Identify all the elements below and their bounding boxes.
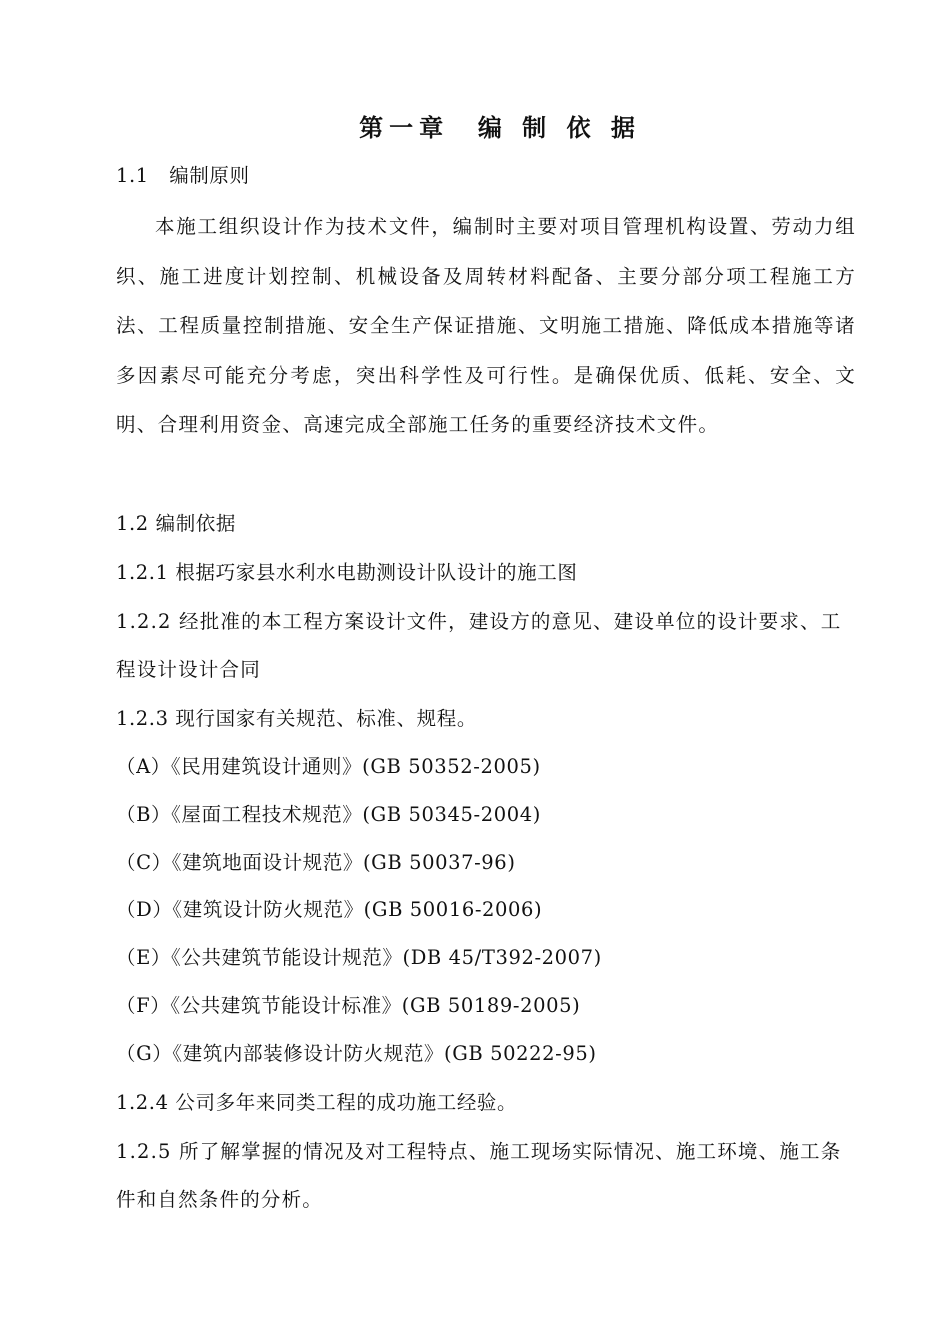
section-1-2-4: 1.2.4 公司多年来同类工程的成功施工经验。: [116, 1091, 518, 1114]
standard-item-c: （C）《建筑地面设计规范》(GB 50037-96): [116, 851, 516, 874]
section-heading-1-1: 1.1 编制原则: [116, 164, 250, 187]
section-1-2-3: 1.2.3 现行国家有关规范、标准、规程。: [116, 707, 477, 730]
section-1-2-5: 1.2.5 所了解掌握的情况及对工程特点、施工现场实际情况、施工环境、施工条件和自然条件的分析。: [116, 1140, 842, 1211]
section-heading-1-2: 1.2 编制依据: [116, 512, 237, 535]
standard-item-d: （D）《建筑设计防火规范》(GB 50016-2006): [116, 898, 543, 921]
principle-paragraph: 本施工组织设计作为技术文件，编制时主要对项目管理机构设置、劳动力组织、施工进度计划控制、机械设备及周转材料配备、主要分部分项工程施工方法、工程质量控制措施、安全生产保证措施、文明施工措施、降低成本措施等诸多因素尽可能充分考虑，突出科学性及可行性。是确保优质、低耗、安全、文明、合理利用资金、高速完成全部施工任务的重要经济技术文件。: [116, 215, 856, 437]
chapter-title: 第一章 编 制 依 据: [359, 114, 641, 142]
standard-item-f: （F）《公共建筑节能设计标准》(GB 50189-2005): [116, 994, 581, 1017]
standard-item-b: （B）《屋面工程技术规范》(GB 50345-2004): [116, 803, 541, 826]
standard-item-a: （A）《民用建筑设计通则》(GB 50352-2005): [116, 755, 541, 778]
standard-item-g: （G）《建筑内部装修设计防火规范》(GB 50222-95): [116, 1042, 597, 1065]
standard-item-e: （E）《公共建筑节能设计规范》(DB 45/T392-2007): [116, 946, 602, 969]
section-1-2-2: 1.2.2 经批准的本工程方案设计文件，建设方的意见、建设单位的设计要求、工程设计设计合同: [116, 610, 842, 681]
section-1-2-1: 1.2.1 根据巧家县水利水电勘测设计队设计的施工图: [116, 561, 578, 584]
